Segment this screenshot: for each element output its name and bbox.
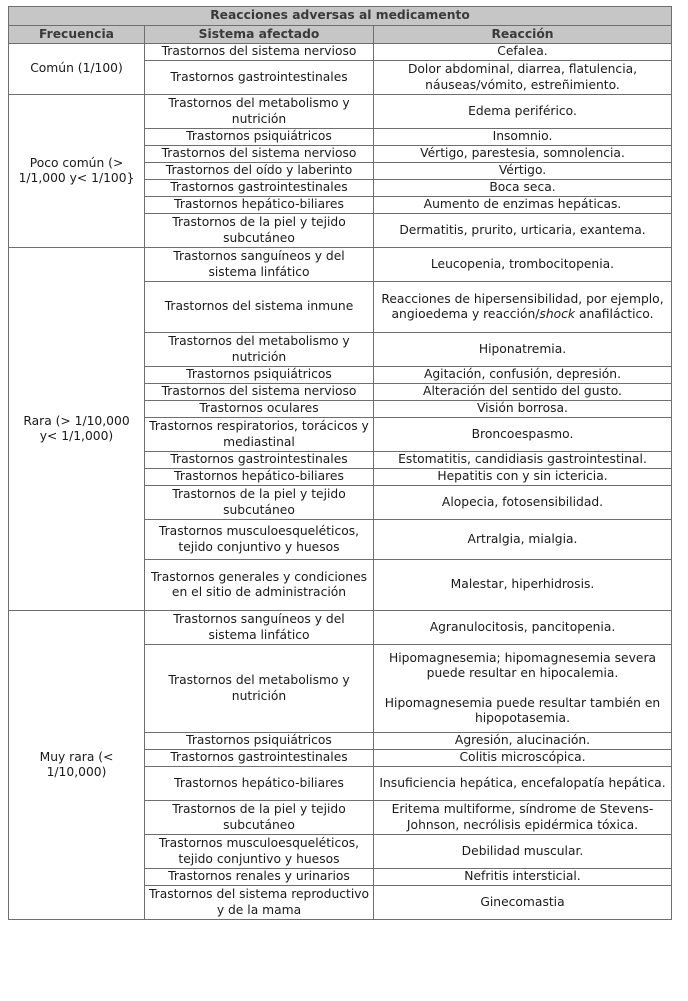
system-cell: Trastornos del sistema nervioso	[145, 146, 374, 163]
reaction-cell	[374, 282, 672, 333]
table-row	[9, 95, 672, 129]
system-cell: Trastornos psiquiátricos	[145, 733, 374, 750]
reaction-cell	[374, 129, 672, 146]
frequency-cell-comun: Común (1/100)	[9, 44, 145, 95]
reaction-text: Malestar, hiperhidrosis.	[450, 577, 595, 592]
system-cell: Trastornos de la piel y tejido subcutáneo	[145, 214, 374, 248]
reaction-text: Insomnio.	[492, 129, 553, 144]
reaction-text: Alteración del sentido del gusto.	[423, 384, 622, 399]
reaction-cell	[374, 95, 672, 129]
reaction-text: Broncoespasmo.	[471, 426, 574, 441]
reaction-cell	[374, 645, 672, 733]
reaction-cell	[374, 180, 672, 197]
reaction-cell	[374, 333, 672, 367]
reaction-text: Vértigo.	[498, 163, 547, 178]
reaction-cell	[374, 452, 672, 469]
reaction-cell	[374, 469, 672, 486]
reaction-text: Hepatitis con y sin ictericia.	[437, 469, 608, 484]
system-cell: Trastornos psiquiátricos	[145, 129, 374, 146]
reaction-text: Aumento de enzimas hepáticas.	[423, 197, 622, 212]
reaction-text: Hipomagnesemia; hipomagnesemia severa puede resultar en hipocalemia.	[388, 650, 657, 680]
reaction-cell	[374, 733, 672, 750]
reaction-cell	[374, 750, 672, 767]
table-row	[9, 44, 672, 61]
system-cell: Trastornos musculoesqueléticos, tejido conjuntivo y huesos	[145, 835, 374, 869]
table-body	[9, 44, 672, 920]
column-header-reaction: Reacción	[374, 26, 672, 44]
system-cell: Trastornos hepático-biliares	[145, 767, 374, 801]
table-row	[9, 248, 672, 282]
system-cell: Trastornos del metabolismo y nutrición	[145, 95, 374, 129]
reaction-text: Dolor abdominal, diarrea, flatulencia, náuseas/vómito, estreñimiento.	[407, 62, 638, 92]
system-cell: Trastornos renales y urinarios	[145, 869, 374, 886]
system-cell: Trastornos del oído y laberinto	[145, 163, 374, 180]
reaction-cell	[374, 248, 672, 282]
reaction-text: Boca seca.	[489, 180, 556, 195]
reaction-text: Nefritis intersticial.	[464, 869, 581, 884]
reaction-text: Agitación, confusión, depresión.	[423, 367, 622, 382]
reaction-cell	[374, 61, 672, 95]
reaction-text: Debilidad muscular.	[461, 843, 584, 858]
system-cell: Trastornos del sistema nervioso	[145, 384, 374, 401]
system-cell: Trastornos de la piel y tejido subcutáneo	[145, 486, 374, 520]
reaction-text: Ginecomastia	[480, 894, 565, 909]
reaction-text: Vértigo, parestesia, somnolencia.	[420, 146, 625, 161]
reaction-text: Agranulocitosis, pancitopenia.	[429, 619, 616, 634]
reaction-text: Dermatitis, prurito, urticaria, exantema.	[399, 222, 646, 237]
system-cell: Trastornos oculares	[145, 401, 374, 418]
reaction-cell	[374, 611, 672, 645]
system-cell: Trastornos musculoesqueléticos, tejido conjuntivo y huesos	[145, 520, 374, 560]
system-cell: Trastornos del metabolismo y nutrición	[145, 645, 374, 733]
reaction-cell	[374, 146, 672, 163]
column-header-frequency: Frecuencia	[9, 26, 145, 44]
reaction-text: Edema periférico.	[468, 103, 577, 118]
reaction-text: Hipomagnesemia puede resultar también en hipopotasemia.	[384, 696, 661, 726]
reaction-text: Cefalea.	[497, 44, 548, 59]
reaction-cell	[374, 767, 672, 801]
reaction-cell	[374, 801, 672, 835]
reaction-text: Visión borrosa.	[477, 401, 568, 416]
system-cell: Trastornos respiratorios, torácicos y mediastinal	[145, 418, 374, 452]
system-cell: Trastornos gastrointestinales	[145, 750, 374, 767]
reaction-cell	[374, 163, 672, 180]
system-cell: Trastornos hepático-biliares	[145, 469, 374, 486]
system-cell: Trastornos hepático-biliares	[145, 197, 374, 214]
frequency-cell-rara: Rara (> 1/10,000 y< 1/1,000)	[9, 248, 145, 611]
column-header-system: Sistema afectado	[145, 26, 374, 44]
reaction-text: Estomatitis, candidiasis gastrointestinal.	[398, 452, 647, 467]
system-cell: Trastornos gastrointestinales	[145, 452, 374, 469]
system-cell: Trastornos gastrointestinales	[145, 180, 374, 197]
system-cell: Trastornos gastrointestinales	[145, 61, 374, 95]
adverse-reactions-table	[8, 6, 672, 920]
frequency-cell-muy-rara: Muy rara (< 1/10,000)	[9, 611, 145, 920]
reaction-cell	[374, 886, 672, 920]
reaction-cell	[374, 384, 672, 401]
reaction-text: Agresión, alucinación.	[454, 733, 591, 748]
table-title: Reacciones adversas al medicamento	[9, 7, 672, 26]
italic-term: shock	[539, 307, 576, 321]
system-cell: Trastornos del metabolismo y nutrición	[145, 333, 374, 367]
adverse-reactions-table-container	[8, 6, 671, 920]
reaction-text: Eritema multiforme, síndrome de Stevens-Johnson, necrólisis epidérmica tóxica.	[391, 802, 654, 832]
system-cell: Trastornos de la piel y tejido subcutáneo	[145, 801, 374, 835]
reaction-cell	[374, 367, 672, 384]
system-cell: Trastornos sanguíneos y del sistema linfático	[145, 248, 374, 282]
system-cell: Trastornos psiquiátricos	[145, 367, 374, 384]
reaction-cell	[374, 560, 672, 611]
reaction-cell	[374, 835, 672, 869]
system-cell: Trastornos del sistema nervioso	[145, 44, 374, 61]
reaction-text: Colitis microscópica.	[459, 750, 586, 765]
reaction-cell	[374, 520, 672, 560]
reaction-cell	[374, 486, 672, 520]
reaction-cell	[374, 44, 672, 61]
system-cell: Trastornos del sistema reproductivo y de la mama	[145, 886, 374, 920]
system-cell: Trastornos del sistema inmune	[145, 282, 374, 333]
frequency-cell-poco-comun: Poco común (> 1/1,000 y< 1/100}	[9, 95, 145, 248]
table-row	[9, 611, 672, 645]
reaction-text: Artralgia, mialgia.	[467, 531, 578, 546]
reaction-text: Reacciones de hipersensibilidad, por ejemplo, angioedema y reacción/shock anafiláctico.	[381, 291, 664, 321]
system-cell: Trastornos sanguíneos y del sistema linfático	[145, 611, 374, 645]
reaction-cell	[374, 214, 672, 248]
reaction-text: Insuficiencia hepática, encefalopatía hepática.	[379, 775, 666, 790]
reaction-text: Leucopenia, trombocitopenia.	[430, 256, 615, 271]
reaction-text: Alopecia, fotosensibilidad.	[441, 494, 604, 509]
reaction-cell	[374, 418, 672, 452]
system-cell: Trastornos generales y condiciones en el sitio de administración	[145, 560, 374, 611]
reaction-cell	[374, 869, 672, 886]
reaction-cell	[374, 401, 672, 418]
reaction-cell	[374, 197, 672, 214]
reaction-text: Hiponatremia.	[478, 341, 567, 356]
